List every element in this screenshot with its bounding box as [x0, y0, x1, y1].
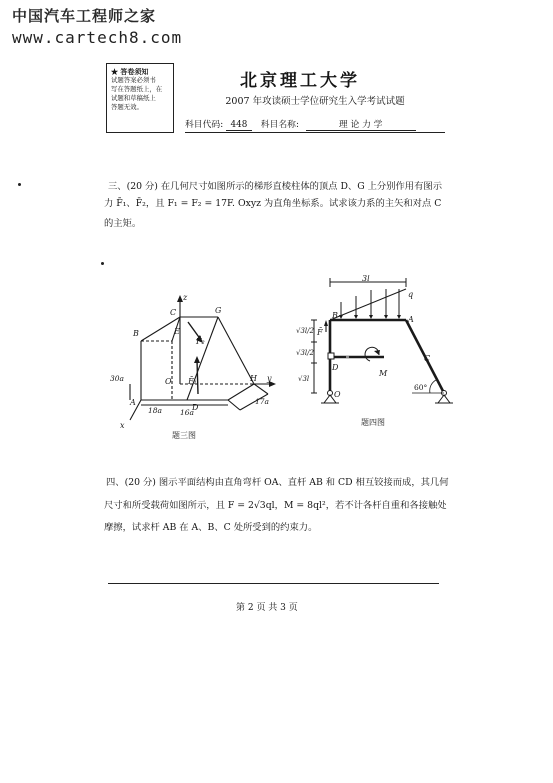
notice-line: 试题和草稿纸上 — [111, 94, 156, 102]
fig4-label-h1: √3l/2 — [296, 327, 314, 335]
fig3-label-d2: 16a — [180, 408, 195, 417]
university-name: 北京理工大学 — [240, 71, 360, 91]
fig4-label-O: O — [334, 390, 341, 399]
fig3-label-B: B — [133, 329, 139, 338]
fig3-label-C: C — [170, 308, 177, 317]
question3-line3: 的主矩。 — [104, 218, 142, 229]
fig3-label-d1: 18a — [148, 406, 163, 415]
watermark-title: 中国汽车工程师之家 — [12, 7, 157, 25]
fig4-label-F: F̄ — [317, 328, 323, 337]
fig3-label-d3: 17a — [255, 397, 270, 406]
notice-title: ★ 答卷须知 — [111, 67, 149, 76]
fig4-label-M: M — [379, 369, 388, 378]
question3-line1: 三、(20 分) 在几何尺寸如图所示的梯形直棱柱体的顶点 D、G 上分别作用有图示 — [108, 181, 442, 192]
watermark-url: www.cartech8.com — [12, 28, 183, 47]
subject-line — [185, 117, 445, 133]
margin-dot — [18, 183, 21, 186]
page-number: 第 2 页 共 3 页 — [236, 603, 298, 613]
margin-dot — [101, 262, 104, 265]
name-label: 科目名称: — [260, 120, 299, 130]
code-value: 448 — [226, 120, 252, 131]
question3-line2: 力 F̄₁、F̄₂，且 F₁ = F₂ = 17F. Oxyz 为直角坐标系。试求该力系的主矢和对点 C — [104, 198, 442, 209]
notice-line: 试题答案必须书 — [111, 76, 156, 84]
fig4-label-h2: √3l/2 — [296, 349, 314, 357]
footer-rule — [108, 583, 439, 584]
fig4-label-C: C — [424, 354, 431, 363]
question4-line3: 摩擦，试求杆 AB 在 A、B、C 处所受到的约束力。 — [104, 522, 318, 533]
fig3-label-E: E — [174, 327, 180, 336]
fig4-label-angle: 60° — [414, 383, 428, 392]
notice-line: 写在答题纸上，在 — [111, 85, 163, 93]
fig3-label-H: H — [250, 374, 257, 383]
fig3-label-F1: F̄₁ — [188, 377, 197, 386]
fig3-label-F2: F̄₂ — [196, 337, 205, 346]
fig4-label-D: D — [332, 363, 339, 372]
fig4-label-h3: √3l — [298, 375, 310, 383]
notice-line: 答题无效。 — [111, 103, 143, 111]
name-value: 理 论 力 学 — [306, 117, 416, 131]
fig3-label-O: O — [165, 377, 172, 386]
figure4-frame-diagram — [296, 275, 458, 433]
figure4-caption: 题四图 — [361, 418, 385, 427]
fig3-label-G: G — [215, 306, 222, 315]
fig3-label-h: 30a — [110, 374, 125, 383]
question4-line2: 尺寸和所受载荷如图所示，且 F = 2√3ql，M = 8ql²，若不计各杆自重和各接触处 — [104, 500, 447, 511]
exam-title: 2007 年攻读硕士学位研究生入学考试试题 — [225, 96, 405, 107]
fig4-label-A: A — [408, 315, 414, 324]
code-label: 科目代码: — [185, 120, 224, 130]
fig4-label-span: 3l — [362, 275, 370, 283]
fig3-label-A: A — [130, 398, 136, 407]
fig3-label-y: y — [267, 374, 272, 383]
fig3-label-x: x — [120, 421, 125, 430]
fig3-label-D: D — [192, 403, 199, 412]
figure3-caption: 题三图 — [172, 431, 196, 440]
figure3-prism-diagram — [110, 288, 280, 440]
fig4-label-q: q — [408, 290, 414, 299]
notice-box — [106, 63, 174, 133]
fig3-label-z: z — [183, 293, 188, 302]
question4-line1: 四、(20 分) 图示平面结构由直角弯杆 OA、直杆 AB 和 CD 相互铰接而成，其几何 — [106, 477, 449, 488]
fig4-label-B: B — [332, 311, 338, 320]
